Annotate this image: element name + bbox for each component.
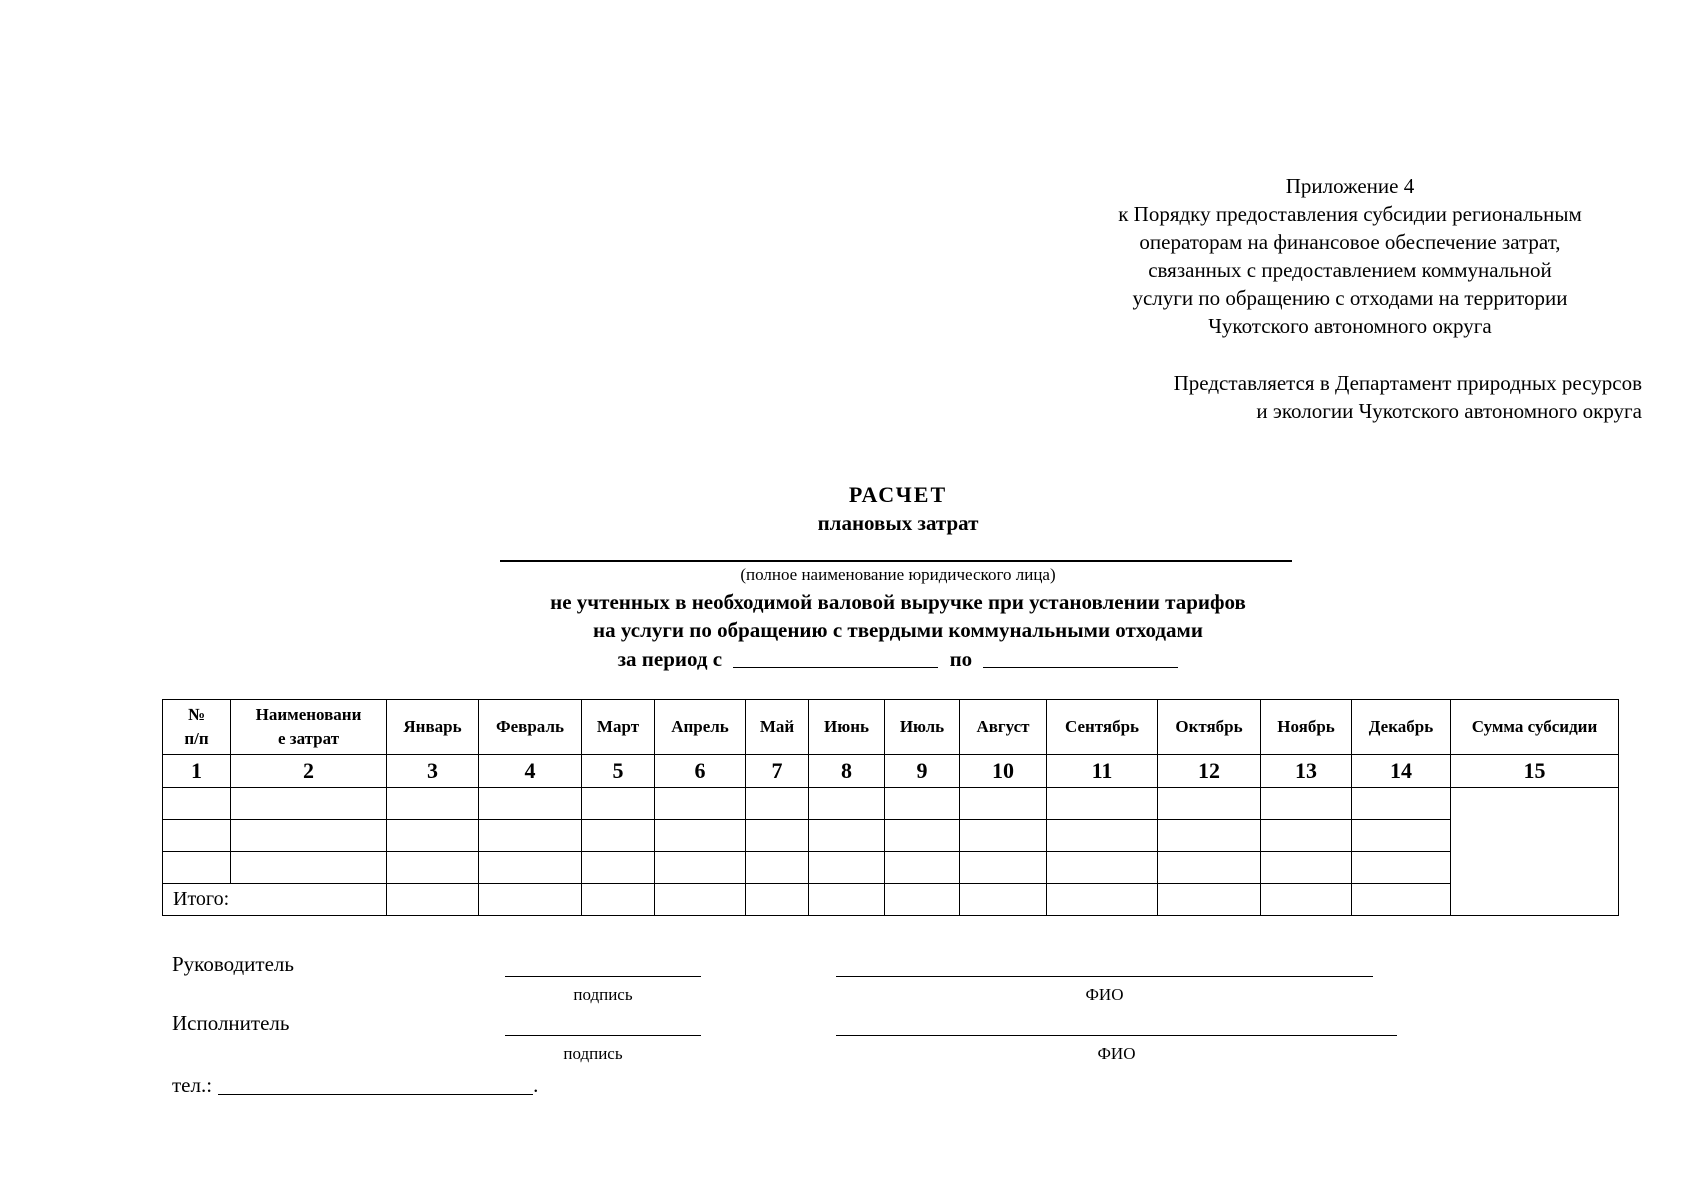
- column-number: 11: [1047, 755, 1158, 788]
- appendix-line: Приложение 4: [1285, 174, 1415, 198]
- total-cell[interactable]: [746, 884, 809, 916]
- table-row: [163, 788, 1619, 820]
- period-middle: по: [949, 647, 973, 671]
- table-cell[interactable]: [746, 820, 809, 852]
- signature-caption: подпись: [573, 985, 633, 1004]
- column-number: 14: [1352, 755, 1451, 788]
- table-cell[interactable]: [1047, 788, 1158, 820]
- table-cell[interactable]: [746, 852, 809, 884]
- table-row: [163, 820, 1619, 852]
- table-cell[interactable]: [885, 820, 960, 852]
- total-row: [163, 884, 1619, 916]
- form-title: РАСЧЕТ: [848, 482, 948, 507]
- header-text: п/п: [184, 729, 209, 748]
- signature-caption: подпись: [563, 1044, 623, 1063]
- table-cell[interactable]: [387, 852, 479, 884]
- executor-label: Исполнитель: [172, 1011, 290, 1035]
- table-cell[interactable]: [582, 788, 655, 820]
- table-cell[interactable]: [809, 820, 885, 852]
- header-text: Наименовани: [255, 705, 362, 724]
- phone-label: тел.:: [172, 1073, 213, 1097]
- table-cell[interactable]: [1261, 852, 1352, 884]
- executor-signature-field[interactable]: [505, 1035, 701, 1036]
- table-cell[interactable]: [960, 852, 1047, 884]
- column-header-may: Май: [746, 700, 809, 755]
- column-number: 3: [387, 755, 479, 788]
- column-header-october: Октябрь: [1158, 700, 1261, 755]
- table-cell[interactable]: [387, 820, 479, 852]
- total-cell[interactable]: [809, 884, 885, 916]
- column-header-cost-name: [231, 700, 387, 755]
- column-header-subsidy-sum: Сумма субсидии: [1451, 700, 1619, 755]
- table-cell[interactable]: [885, 852, 960, 884]
- phone-line: [172, 1072, 538, 1098]
- table-cell[interactable]: [746, 788, 809, 820]
- cost-calculation-table: [162, 699, 1619, 916]
- table-cell[interactable]: [479, 852, 582, 884]
- column-number: 4: [479, 755, 582, 788]
- column-number: 6: [655, 755, 746, 788]
- column-header-december: Декабрь: [1352, 700, 1451, 755]
- legal-entity-name-field[interactable]: [500, 560, 1292, 562]
- table-cell[interactable]: [231, 788, 387, 820]
- head-signature-field[interactable]: [505, 976, 701, 977]
- fio-caption: ФИО: [1085, 985, 1124, 1004]
- fio-caption: ФИО: [1097, 1044, 1136, 1063]
- column-number: 10: [960, 755, 1047, 788]
- total-cell[interactable]: [1352, 884, 1451, 916]
- column-number: 7: [746, 755, 809, 788]
- table-cell[interactable]: [231, 852, 387, 884]
- column-number: 2: [231, 755, 387, 788]
- column-number: 9: [885, 755, 960, 788]
- total-cell[interactable]: [582, 884, 655, 916]
- column-header-february: Февраль: [479, 700, 582, 755]
- column-header-june: Июнь: [809, 700, 885, 755]
- period-prefix: за период с: [617, 647, 723, 671]
- form-description: [0, 588, 1698, 644]
- table-cell[interactable]: [809, 852, 885, 884]
- table-header-row: [163, 700, 1619, 755]
- column-number: 5: [582, 755, 655, 788]
- appendix-reference: [1060, 172, 1640, 340]
- table-cell[interactable]: [1261, 820, 1352, 852]
- column-number: 13: [1261, 755, 1352, 788]
- legal-entity-name-caption: (полное наименование юридического лица): [740, 565, 1056, 584]
- description-line: не учтенных в необходимой валовой выручке при установлении тарифов: [550, 590, 1246, 614]
- table-cell[interactable]: [960, 788, 1047, 820]
- table-cell[interactable]: [1158, 852, 1261, 884]
- column-header-july: Июль: [885, 700, 960, 755]
- column-header-number: [163, 700, 231, 755]
- submission-line: Представляется в Департамент природных ресурсов: [1173, 371, 1642, 395]
- column-header-january: Январь: [387, 700, 479, 755]
- table-cell[interactable]: [655, 788, 746, 820]
- table-cell[interactable]: [885, 788, 960, 820]
- column-header-november: Ноябрь: [1261, 700, 1352, 755]
- table-cell[interactable]: [1047, 820, 1158, 852]
- table-cell[interactable]: [1158, 788, 1261, 820]
- table-cell[interactable]: [960, 820, 1047, 852]
- table-cell[interactable]: [655, 820, 746, 852]
- total-cell[interactable]: [960, 884, 1047, 916]
- table-cell[interactable]: [655, 852, 746, 884]
- form-subtitle: плановых затрат: [817, 511, 979, 535]
- total-label: Итого:: [163, 884, 387, 916]
- table-cell[interactable]: [163, 820, 231, 852]
- head-label: Руководитель: [172, 952, 294, 976]
- table-row: [163, 852, 1619, 884]
- appendix-line: к Порядку предоставления субсидии региональным: [1118, 202, 1582, 226]
- column-number: 12: [1158, 755, 1261, 788]
- total-cell[interactable]: [479, 884, 582, 916]
- table-cell[interactable]: [809, 788, 885, 820]
- column-number: 1: [163, 755, 231, 788]
- total-cell[interactable]: [655, 884, 746, 916]
- subsidy-sum-cell[interactable]: [1451, 788, 1619, 916]
- submission-note: [1030, 369, 1642, 425]
- total-cell[interactable]: [1261, 884, 1352, 916]
- appendix-line: операторам на финансовое обеспечение затрат,: [1139, 230, 1561, 254]
- table-cell[interactable]: [582, 820, 655, 852]
- period-end-field[interactable]: [983, 647, 1178, 668]
- table-cell[interactable]: [387, 788, 479, 820]
- total-cell[interactable]: [1158, 884, 1261, 916]
- head-fio-field[interactable]: [836, 976, 1373, 977]
- header-text: №: [187, 705, 206, 724]
- period-line: [0, 645, 1698, 673]
- table-cell[interactable]: [163, 852, 231, 884]
- column-header-march: Март: [582, 700, 655, 755]
- total-cell[interactable]: [885, 884, 960, 916]
- phone-end: .: [533, 1073, 539, 1097]
- table-cell[interactable]: [1352, 820, 1451, 852]
- appendix-line: Чукотского автономного округа: [1208, 314, 1492, 338]
- column-header-april: Апрель: [655, 700, 746, 755]
- table-cell[interactable]: [1261, 788, 1352, 820]
- table-cell[interactable]: [1047, 852, 1158, 884]
- column-header-august: Август: [960, 700, 1047, 755]
- submission-line: и экологии Чукотского автономного округа: [1256, 399, 1642, 423]
- period-start-field[interactable]: [733, 647, 938, 668]
- table-cell[interactable]: [1158, 820, 1261, 852]
- table-cell[interactable]: [582, 852, 655, 884]
- header-text: е затрат: [277, 729, 340, 748]
- description-line: на услуги по обращению с твердыми коммунальными отходами: [593, 618, 1203, 642]
- total-cell[interactable]: [1047, 884, 1158, 916]
- table-cell[interactable]: [1352, 788, 1451, 820]
- appendix-line: услуги по обращению с отходами на территории: [1132, 286, 1568, 310]
- table-cell[interactable]: [231, 820, 387, 852]
- column-header-september: Сентябрь: [1047, 700, 1158, 755]
- total-cell[interactable]: [387, 884, 479, 916]
- column-number: 8: [809, 755, 885, 788]
- table-cell[interactable]: [479, 788, 582, 820]
- phone-field[interactable]: [218, 1074, 533, 1095]
- column-number-row: [163, 755, 1619, 788]
- table-cell[interactable]: [1352, 852, 1451, 884]
- appendix-line: связанных с предоставлением коммунальной: [1148, 258, 1552, 282]
- column-number: 15: [1451, 755, 1619, 788]
- table-cell[interactable]: [479, 820, 582, 852]
- table-cell[interactable]: [163, 788, 231, 820]
- executor-fio-field[interactable]: [836, 1035, 1397, 1036]
